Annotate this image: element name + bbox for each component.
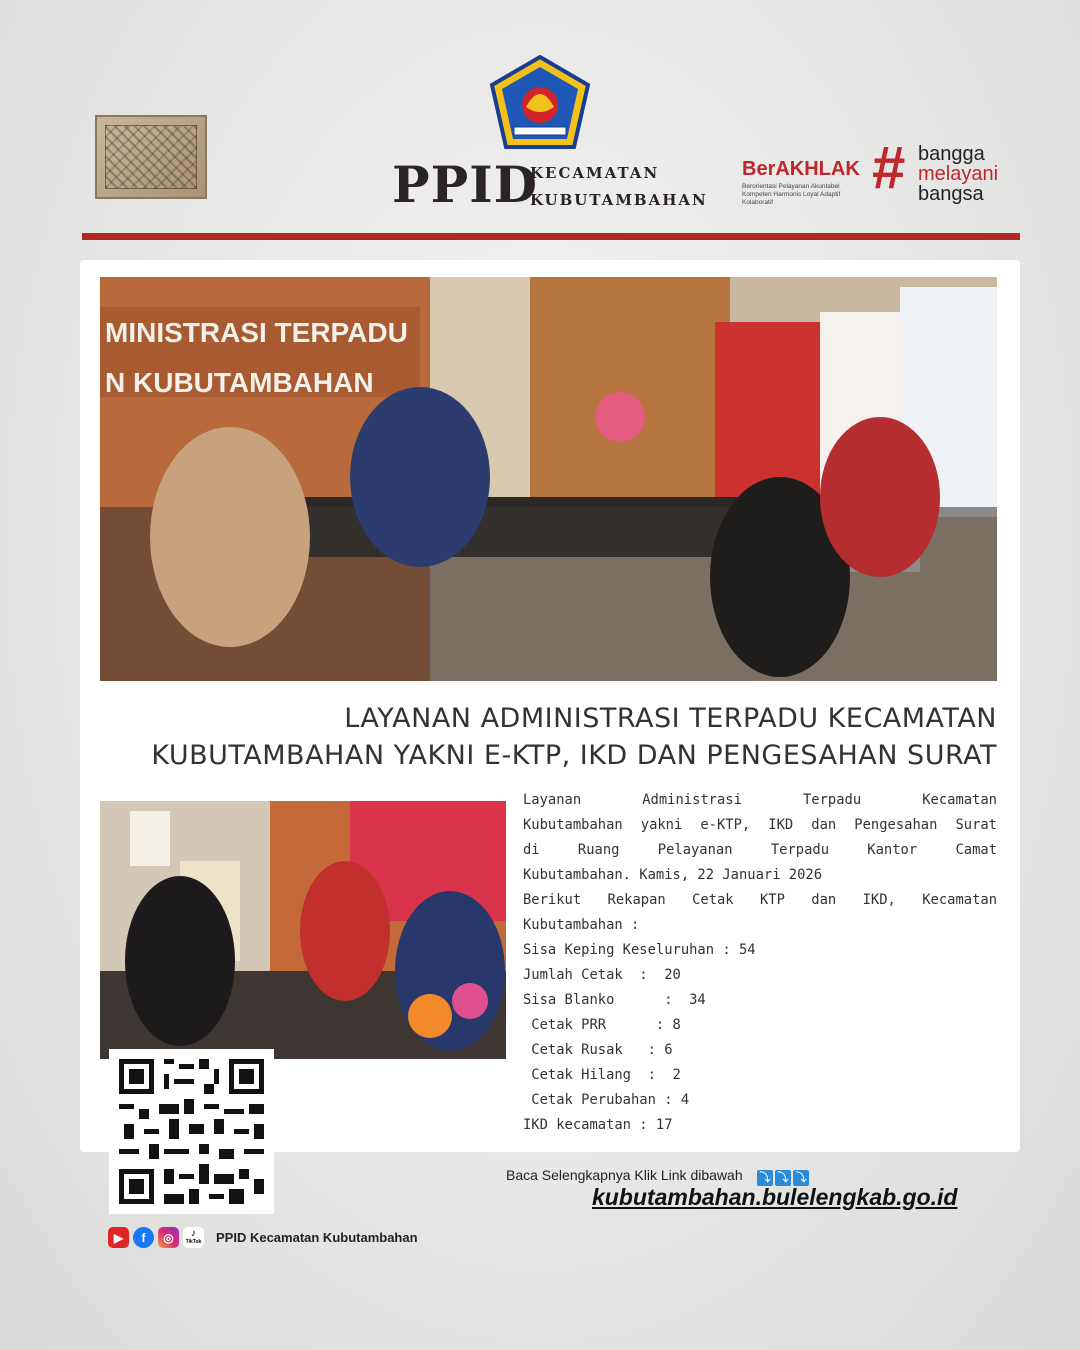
body-line: Berikut Rekapan Cetak KTP dan IKD, Kecamatan <box>523 892 997 908</box>
instagram-icon[interactable]: ◎ <box>158 1227 179 1248</box>
body-line: Kubutambahan. Kamis, 22 Januari 2026 <box>523 867 823 883</box>
stat-line: Sisa Keping Keseluruhan : 54 <box>523 942 756 958</box>
website-link[interactable]: kubutambahan.bulelengkab.go.id <box>592 1184 958 1210</box>
arrow-down-icon: ⤵ <box>775 1170 791 1186</box>
body-line: di Ruang Pelayanan Terpadu Kantor Camat <box>523 842 997 858</box>
social-account-label: PPID Kecamatan Kubutambahan <box>216 1230 418 1245</box>
stat-line: IKD kecamatan : 17 <box>523 1117 673 1133</box>
svg-text:MINISTRASI TERPADU: MINISTRASI TERPADU <box>105 317 408 348</box>
ppid-title: PPID <box>392 155 538 214</box>
stat-line: Sisa Blanko : 34 <box>523 992 706 1008</box>
service-counter-photo <box>100 801 506 1059</box>
article-headline: LAYANAN ADMINISTRASI TERPADU KECAMATAN KUBUTAMBAHAN YAKNI E-KTP, IKD DAN PENGESAHAN SURAT <box>151 703 997 771</box>
tiktok-label: TikTok <box>185 1238 202 1245</box>
arrow-down-icon: ⤵ <box>757 1170 773 1186</box>
service-office-photo <box>100 277 997 681</box>
qr-code[interactable] <box>109 1049 274 1214</box>
heritage-stamp-image <box>95 115 207 199</box>
body-line: Kubutambahan : <box>523 917 640 933</box>
bangga-word: bangga <box>918 143 985 165</box>
svg-text:N KUBUTAMBAHAN: N KUBUTAMBAHAN <box>105 367 374 398</box>
tiktok-icon[interactable]: ♪ TikTok <box>183 1227 204 1248</box>
melayani-word: melayani <box>918 163 999 185</box>
header-divider <box>82 233 1020 240</box>
berakhlak-logo-text: BerAKHLAK <box>742 158 860 180</box>
ppid-subtitle-kecamatan: KECAMATAN <box>530 164 660 182</box>
bangsa-word: bangsa <box>918 183 984 205</box>
buleleng-emblem-logo <box>488 55 592 151</box>
stat-line: Cetak Rusak : 6 <box>523 1042 673 1058</box>
stat-line: Cetak PRR : 8 <box>523 1017 681 1033</box>
body-line: Layanan Administrasi Terpadu Kecamatan <box>523 792 997 808</box>
arrow-down-icon: ⤵ <box>793 1170 809 1186</box>
hashtag-icon: # <box>872 134 906 201</box>
youtube-icon[interactable]: ▶ <box>108 1227 129 1248</box>
down-arrows <box>757 1166 811 1186</box>
social-media-bar <box>108 1227 418 1248</box>
ppid-subtitle-name: KUBUTAMBAHAN <box>530 191 708 209</box>
article-body <box>523 788 997 1138</box>
body-line: Kubutambahan yakni e-KTP, IKD dan Pengesahan Surat <box>523 817 997 833</box>
stat-line: Cetak Perubahan : 4 <box>523 1092 690 1108</box>
berakhlak-tagline: Berorientasi Pelayanan Akuntabel Kompeten Harmonis Loyal Adaptif Kolaboratif <box>742 183 841 206</box>
stat-line: Jumlah Cetak : 20 <box>523 967 681 983</box>
stat-line: Cetak Hilang : 2 <box>523 1067 681 1083</box>
facebook-icon[interactable]: f <box>133 1227 154 1248</box>
read-more-text: Baca Selengkapnya Klik Link dibawah <box>506 1167 743 1183</box>
